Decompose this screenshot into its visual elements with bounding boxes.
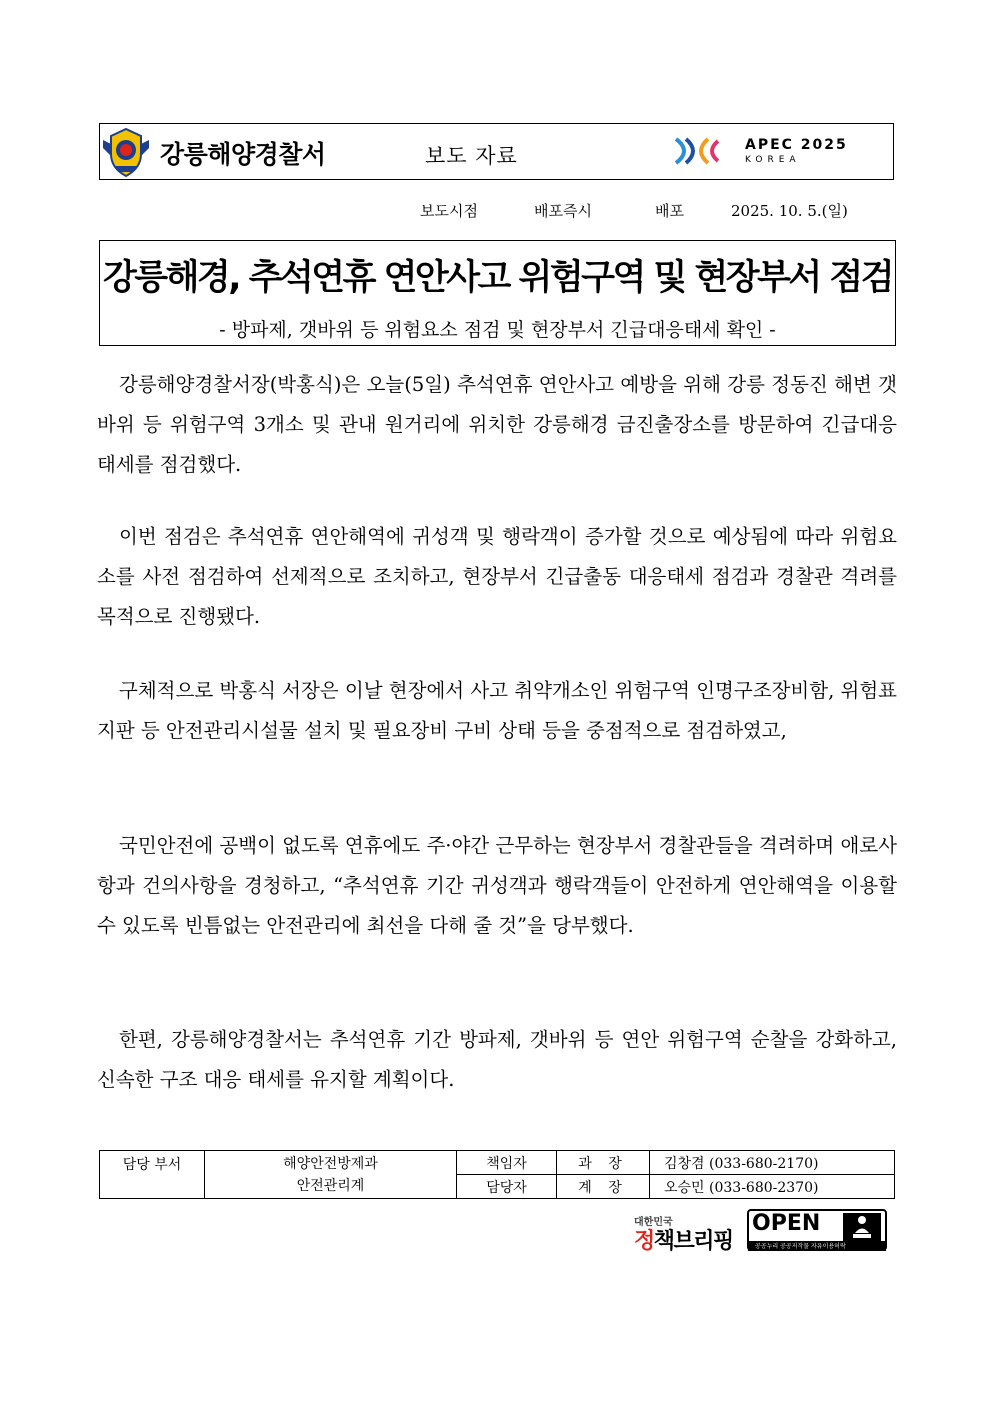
page-subtitle: - 방파제, 갯바위 등 위험요소 점검 및 현장부서 긴급대응태세 확인 - [219,319,776,341]
doc-type-label: 보도 자료 [425,144,518,168]
contact-position: 과 장 [557,1151,650,1175]
body-paragraph: 이번 점검은 추석연휴 연안해역에 귀성객 및 행락객이 증가할 것으로 예상됨에 따라 위험요소를 사전 점검하여 선제적으로 조치하고, 현장부서 긴급출동 대응태세 점검과 경찰관 격려를 목적으로 진행됐다. [97,525,897,628]
release-time-value: 배포즉시 [534,202,592,220]
table-row [100,1151,895,1175]
contact-role: 책임자 [457,1151,557,1175]
policy-briefing-caption: 대한민국 [634,1217,673,1228]
body-paragraph: 강릉해양경찰서장(박홍식)은 오늘(5일) 추석연휴 연안사고 예방을 위해 강릉 정동진 해변 갯바위 등 위험구역 3개소 및 관내 원거리에 위치한 강릉해경 금진출장소를 방문하여 긴급대응 태세를 점검했다. [97,373,897,476]
agency-name: 강릉해양경찰서 [160,140,326,169]
policy-briefing-logo: 정책브리핑 [634,1229,733,1254]
release-date-label: 배포 [655,202,684,220]
open-license-label: OPEN [752,1211,821,1236]
contact-person: 오승민 (033-680-2370) [650,1175,895,1199]
page-title: 강릉해경, 추석연휴 연안사고 위험구역 및 현장부서 점검 [102,258,893,298]
release-date-value: 2025. 10. 5.(일) [731,202,848,220]
dept-label: 담당 부서 [100,1151,205,1199]
body-paragraph: 구체적으로 박홍식 서장은 이날 현장에서 사고 취약개소인 위험구역 인명구조장비함, 위험표지판 등 안전관리시설물 설치 및 필요장비 구비 상태 등을 중점적으로 점검하였고, [97,679,897,742]
release-time-label: 보도시점 [420,202,478,220]
dept-name: 해양안전방제과 안전관리계 [205,1151,457,1199]
contact-position: 계 장 [557,1175,650,1199]
contact-person: 김창겸 (033-680-2170) [650,1151,895,1175]
apec-logo-subtitle: KOREA [745,155,801,165]
contact-table [99,1150,895,1199]
body-paragraph: 한편, 강릉해양경찰서는 추석연휴 기간 방파제, 갯바위 등 연안 위험구역 순찰을 강화하고, 신속한 구조 대응 태세를 유지할 계획이다. [97,1028,897,1091]
apec-logo-icon [672,133,722,169]
open-license-caption: 공공누리 공공저작물 자유이용허락 [755,1243,846,1250]
agency-emblem-icon [101,126,151,178]
body-paragraph: 국민안전에 공백이 없도록 연휴에도 주·야간 근무하는 현장부서 경찰관들을 격려하며 애로사항과 건의사항을 경청하고, “추석연휴 기간 귀성객과 행락객들이 안전하게 연안해역을 이용할 수 있도록 빈틈없는 안전관리에 최선을 다해 줄 것”을 당부했다. [97,834,897,937]
apec-logo-title: APEC 2025 [745,137,848,153]
contact-role: 담당자 [457,1175,557,1199]
